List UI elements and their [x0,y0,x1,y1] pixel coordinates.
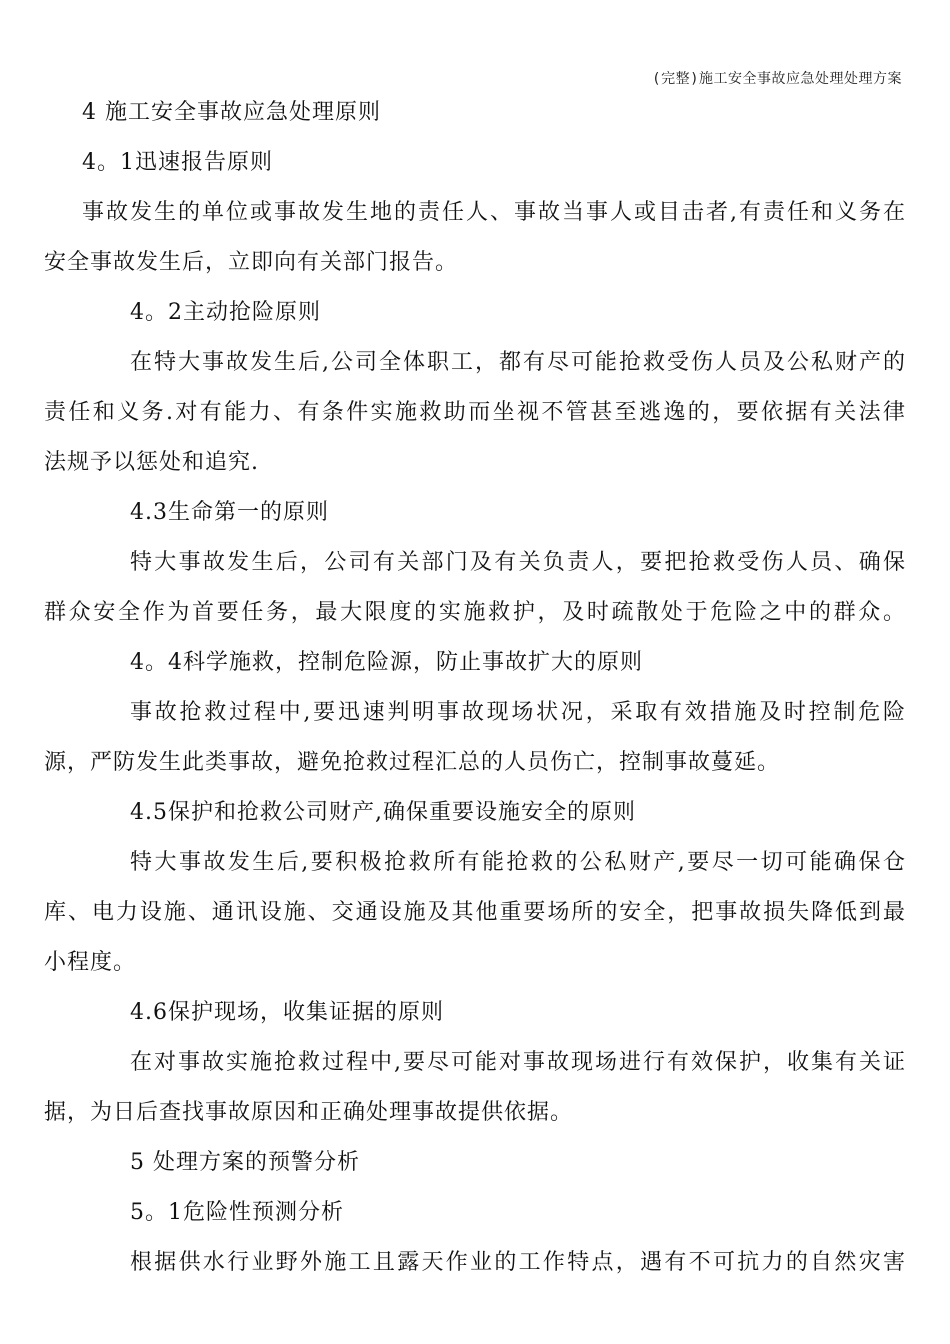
section-heading-4: 4 施工安全事故应急处理原则 [82,100,381,125]
paragraph-line: 源，严防发生此类事故，避免抢救过程汇总的人员伤亡，控制事故蔓延。 [44,750,781,775]
paragraph-line: 事故发生的单位或事故发生地的责任人、事故当事人或目击者,有责任和义务在 [82,200,906,225]
subsection-heading-4-6: 4.6保护现场，收集证据的原则 [130,1000,444,1025]
paragraph-line: 据，为日后查找事故原因和正确处理事故提供依据。 [44,1100,574,1125]
document-body [44,88,906,1288]
paragraph-line: 特大事故发生后,要积极抢救所有能抢救的公私财产,要尽一切可能确保仓 [130,850,906,875]
paragraph-line: 群众安全作为首要任务，最大限度的实施救护，及时疏散处于危险之中的群众。 [44,600,906,625]
paragraph-line: 事故抢救过程中,要迅速判明事故现场状况，采取有效措施及时控制危险 [130,700,906,725]
paragraph-line: 在对事故实施抢救过程中,要尽可能对事故现场进行有效保护，收集有关证 [130,1050,906,1075]
paragraph-line: 小程度。 [44,950,137,975]
paragraph-line: 根据供水行业野外施工且露天作业的工作特点，遇有不可抗力的自然灾害 [130,1250,906,1275]
paragraph-line: 特大事故发生后，公司有关部门及有关负责人，要把抢救受伤人员、确保 [130,550,906,575]
subsection-heading-4-1: 4。1迅速报告原则 [82,150,273,175]
paragraph-line: 法规予以惩处和追究. [44,450,259,475]
section-heading-5: 5 处理方案的预警分析 [130,1150,360,1175]
paragraph-line: 库、电力设施、通讯设施、交通设施及其他重要场所的安全，把事故损失降低到最 [44,900,906,925]
subsection-heading-5-1: 5。1危险性预测分析 [130,1200,344,1225]
paragraph-line: 在特大事故发生后,公司全体职工，都有尽可能抢救受伤人员及公私财产的 [130,350,906,375]
subsection-heading-4-5: 4.5保护和抢救公司财产,确保重要设施安全的原则 [130,800,636,825]
subsection-heading-4-2: 4。2主动抢险原则 [130,300,321,325]
paragraph-line: 安全事故发生后，立即向有关部门报告。 [44,250,459,275]
page-header: (完整)施工安全事故应急处理处理方案 [652,71,902,87]
paragraph-line: 责任和义务.对有能力、有条件实施救助而坐视不管甚至逃逸的，要依据有关法律 [44,400,906,425]
subsection-heading-4-4: 4。4科学施救，控制危险源，防止事故扩大的原则 [130,650,643,675]
subsection-heading-4-3: 4.3生命第一的原则 [130,500,329,525]
